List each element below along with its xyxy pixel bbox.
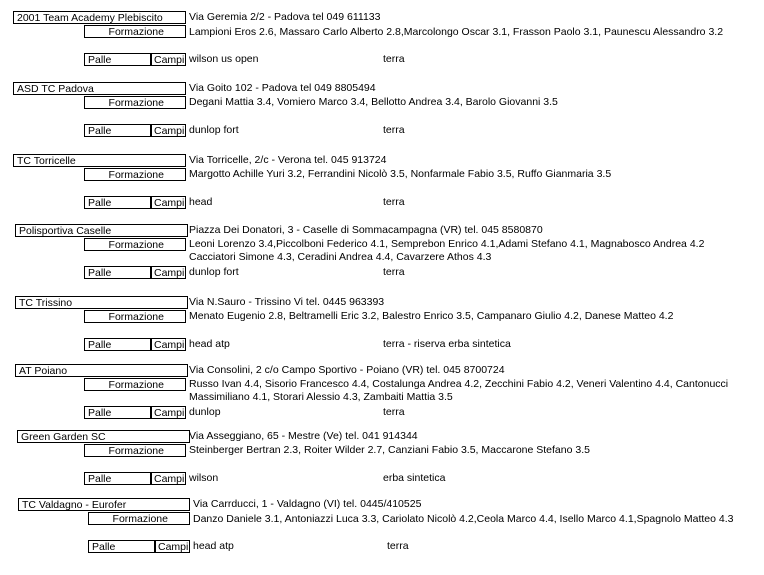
players-list: Leoni Lorenzo 3.4,Piccolboni Federico 4.1, Semprebon Enrico 4.1,Adami Stefano 4.1, Magnabosco Andrea 4.2 Cacciatori Simone 4.3, Ceradini Andrea 4.4, Cavarzere Athos 4.3 <box>189 238 705 263</box>
campi-label: Campi <box>150 338 186 351</box>
palle-label: Palle <box>84 196 152 209</box>
formazione-label: Formazione <box>84 25 186 38</box>
courts-value: terra <box>383 406 405 418</box>
players-list: Margotto Achille Yuri 3.2, Ferrandini Nicolò 3.5, Nonfarmale Fabio 3.5, Ruffo Gianmaria 3.5 <box>189 168 612 180</box>
club-name: ASD TC Padova <box>13 82 186 95</box>
club-name: TC Torricelle <box>13 154 186 167</box>
players-list: Menato Eugenio 2.8, Beltramelli Eric 3.2, Balestro Enrico 3.5, Campanaro Giulio 4.2, Danese Matteo 4.2 <box>189 310 674 322</box>
campi-label: Campi <box>150 196 186 209</box>
club-name: 2001 Team Academy Plebiscito <box>13 11 186 24</box>
players-list: Lampioni Eros 2.6, Massaro Carlo Alberto 2.8,Marcolongo Oscar 3.1, Frasson Paolo 3.1, Paunescu Alessandro 3.2 <box>189 26 724 38</box>
balls-value: wilson <box>189 472 219 484</box>
palle-label: Palle <box>84 53 152 66</box>
club-address: Via N.Sauro - Trissino Vi tel. 0445 963393 <box>189 296 385 308</box>
campi-label: Campi <box>150 406 186 419</box>
club-name: Polisportiva Caselle <box>15 224 188 237</box>
players-list: Steinberger Bertran 2.3, Roiter Wilder 2.7, Canziani Fabio 3.5, Maccarone Stefano 3.5 <box>189 444 590 456</box>
campi-label: Campi <box>150 472 186 485</box>
campi-label: Campi <box>150 53 186 66</box>
club-name: AT Poiano <box>15 364 188 377</box>
balls-value: head <box>189 196 213 208</box>
courts-value: terra <box>383 266 405 278</box>
formazione-label: Formazione <box>84 444 186 457</box>
club-name: TC Trissino <box>15 296 188 309</box>
formazione-label: Formazione <box>84 96 186 109</box>
palle-label: Palle <box>84 472 152 485</box>
balls-value: dunlop fort <box>189 124 239 136</box>
club-address: Via Goito 102 - Padova tel 049 8805494 <box>189 82 376 94</box>
club-address: Piazza Dei Donatori, 3 - Caselle di Sommacampagna (VR) tel. 045 8580870 <box>189 224 543 236</box>
formazione-label: Formazione <box>84 310 186 323</box>
courts-value: terra <box>383 196 405 208</box>
players-list: Danzo Daniele 3.1, Antoniazzi Luca 3.3, Cariolato Nicolò 4.2,Ceola Marco 4.4, Isello Marco 4.1,Spagnolo Matteo 4.3 <box>193 513 734 525</box>
club-address: Via Geremia 2/2 - Padova tel 049 611133 <box>189 11 381 23</box>
palle-label: Palle <box>84 406 152 419</box>
club-address: Via Asseggiano, 65 - Mestre (Ve) tel. 041 914344 <box>189 430 418 442</box>
balls-value: dunlop fort <box>189 266 239 278</box>
palle-label: Palle <box>84 266 152 279</box>
courts-value: terra <box>383 124 405 136</box>
palle-label: Palle <box>88 540 156 553</box>
players-list: Degani Mattia 3.4, Vomiero Marco 3.4, Bellotto Andrea 3.4, Barolo Giovanni 3.5 <box>189 96 558 108</box>
campi-label: Campi <box>150 124 186 137</box>
club-address: Via Torricelle, 2/c - Verona tel. 045 913724 <box>189 154 387 166</box>
balls-value: dunlop <box>189 406 221 418</box>
balls-value: wilson us open <box>189 53 259 65</box>
courts-value: terra <box>387 540 409 552</box>
palle-label: Palle <box>84 124 152 137</box>
balls-value: head atp <box>193 540 234 552</box>
balls-value: head atp <box>189 338 230 350</box>
formazione-label: Formazione <box>84 378 186 391</box>
campi-label: Campi <box>150 266 186 279</box>
players-list: Russo Ivan 4.4, Sisorio Francesco 4.4, Costalunga Andrea 4.2, Zecchini Fabio 4.2, Veneri Valentino 4.4, Cantonucci Massimiliano 4.1, Storari Alessio 4.3, Zambaiti Mattia 3.5 <box>189 378 729 403</box>
club-address: Via Consolini, 2 c/o Campo Sportivo - Poiano (VR) tel. 045 8700724 <box>189 364 505 376</box>
campi-label: Campi <box>154 540 190 553</box>
courts-value: erba sintetica <box>383 472 446 484</box>
club-name: Green Garden SC <box>17 430 190 443</box>
courts-value: terra - riserva erba sintetica <box>383 338 511 350</box>
formazione-label: Formazione <box>88 512 190 525</box>
formazione-label: Formazione <box>84 238 186 251</box>
courts-value: terra <box>383 53 405 65</box>
palle-label: Palle <box>84 338 152 351</box>
club-address: Via Carrducci, 1 - Valdagno (VI) tel. 0445/410525 <box>193 498 422 510</box>
club-name: TC Valdagno - Eurofer <box>18 498 190 511</box>
formazione-label: Formazione <box>84 168 186 181</box>
